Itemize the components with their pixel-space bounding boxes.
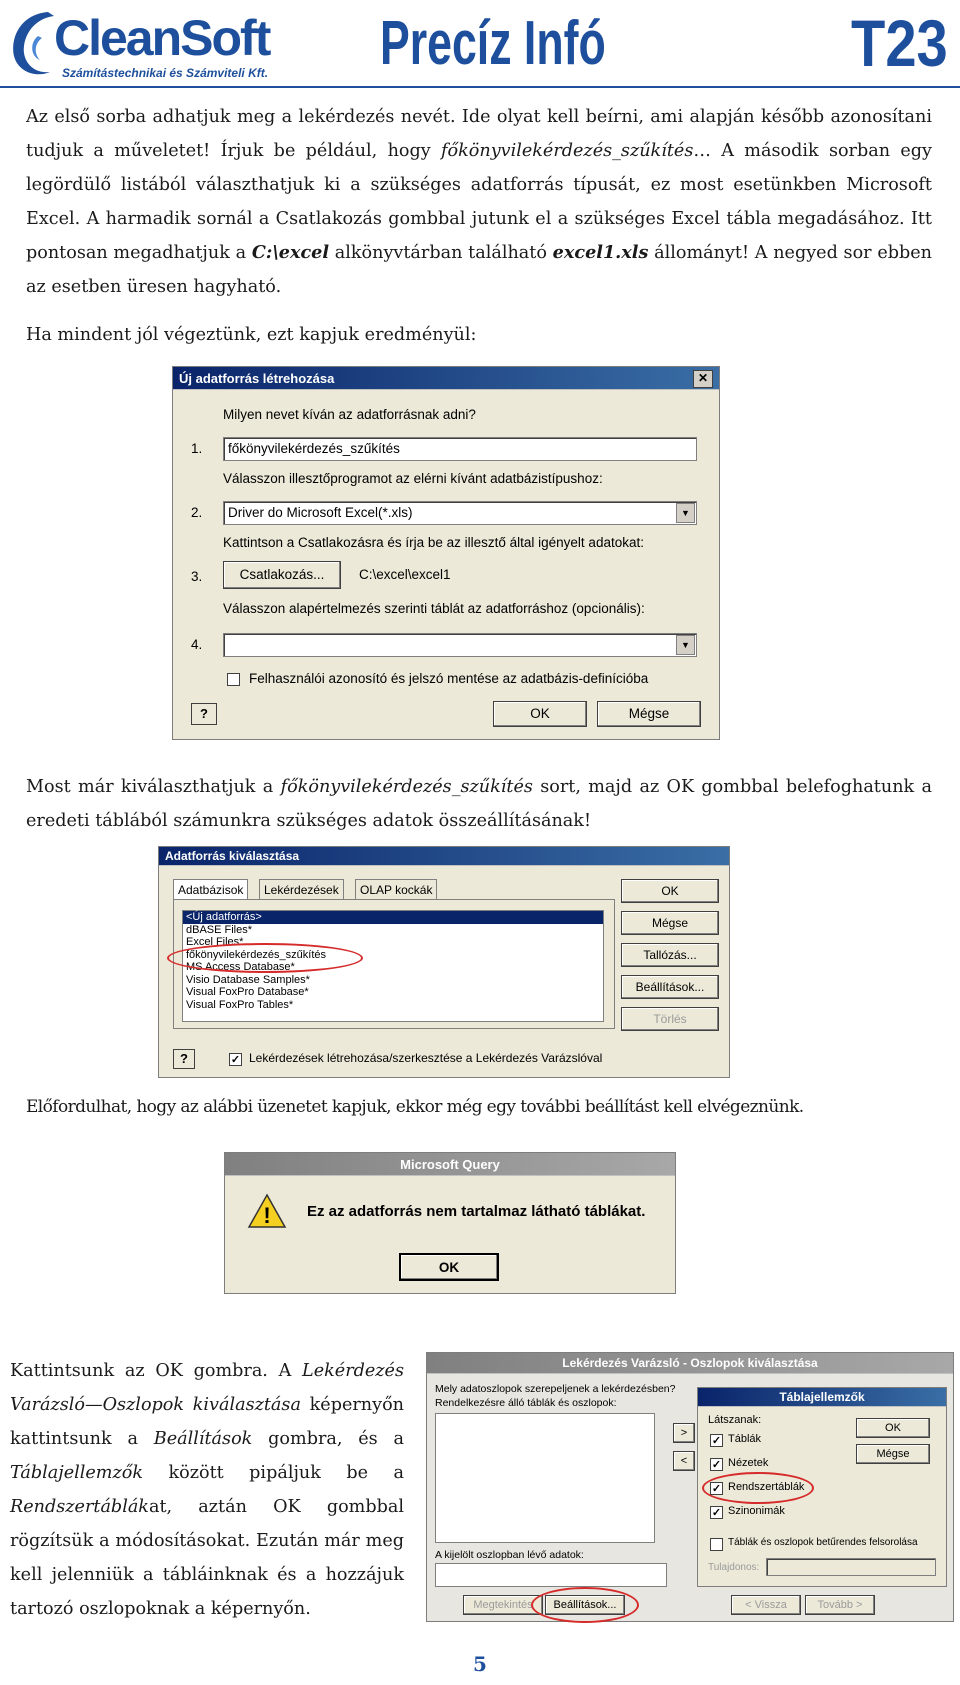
warning-icon xyxy=(247,1193,287,1229)
chevron-down-icon[interactable]: ▼ xyxy=(676,503,695,523)
list-item[interactable]: Excel Files* xyxy=(186,936,244,948)
connection-path: C:\excel\excel1 xyxy=(359,567,451,582)
dialog-titlebar: Új adatforrás létrehozása xyxy=(173,367,719,390)
delete-button[interactable]: Törlés xyxy=(621,1007,719,1031)
next-button[interactable]: Tovább > xyxy=(805,1595,875,1615)
header-code: T23 xyxy=(851,6,948,80)
driver-select-value: Driver do Microsoft Excel(*.xls) xyxy=(228,505,413,520)
p5-text-a: Kattintsunk az OK gombra. A xyxy=(10,1361,303,1381)
chevron-down-icon[interactable]: ▼ xyxy=(676,635,695,655)
help-icon[interactable]: ? xyxy=(173,1049,195,1069)
owner-select[interactable] xyxy=(766,1558,936,1576)
list-item[interactable]: <Új adatforrás> xyxy=(183,911,603,924)
question-driver: Válasszon illesztőprogramot az elérni kívánt adatbázistípushoz: xyxy=(223,471,603,486)
views-checkbox[interactable]: ✓ xyxy=(711,1459,722,1471)
available-columns-list[interactable] xyxy=(435,1413,655,1543)
cleansoft-logo xyxy=(8,4,278,84)
p1-filename: excel1.xls xyxy=(552,242,649,263)
synonyms-checkbox[interactable]: ✓ xyxy=(711,1507,722,1519)
connect-button[interactable]: Csatlakozás... xyxy=(223,561,341,589)
column-data-label: A kijelölt oszlopban lévő adatok: xyxy=(435,1549,584,1561)
dialog-titlebar: Adatforrás kiválasztása xyxy=(159,847,729,866)
browse-button[interactable]: Tallózás... xyxy=(621,943,719,967)
p1-text-a: Az első sorba adhatjuk meg a lekérdezés nevét. Ide olyat kell beírni, ami alapján később azonosítani tudjuk a műveletet! Írjuk be például, hogy xyxy=(26,107,932,161)
settings-button[interactable]: Beállítások... xyxy=(545,1595,625,1615)
question-name: Milyen nevet kíván az adatforrásnak adni? xyxy=(223,407,476,422)
highlight-ring xyxy=(702,1472,814,1504)
back-button[interactable]: < Vissza xyxy=(731,1595,801,1615)
list-item[interactable]: MS Access Database* xyxy=(186,961,295,973)
list-item[interactable]: Visual FoxPro Tables* xyxy=(186,998,294,1011)
properties-titlebar: Táblajellemzők xyxy=(698,1388,946,1407)
paragraph-4: Előfordulhat, hogy az alábbi üzenetet kapjuk, ekkor még egy további beállítást kell elvégeznünk. xyxy=(26,1097,804,1117)
ok-button[interactable]: OK xyxy=(621,879,719,903)
system-tables-label: Rendszertáblák xyxy=(728,1481,805,1493)
default-table-select[interactable] xyxy=(223,633,697,657)
wizard-question: Mely adatoszlopok szerepeljenek a lekérdezésben? xyxy=(435,1383,676,1395)
p1-query-name: főkönyvilekérdezés_szűkítés xyxy=(441,141,694,161)
p1-text-b: … A második sorban egy legördülő listából választhatjuk ki a szükséges adatforrás típusát, ez most esetünkben Microsoft Excel. A harmadik sornál a Csatlakozás gombbal jutunk el a szükséges Excel tábla megadásához. Itt pontosan megadhatjuk a xyxy=(26,141,932,263)
step-3-label: 3. xyxy=(191,569,203,584)
highlight-ring xyxy=(531,1587,639,1623)
p5-text-d: között pipáljuk be a xyxy=(142,1463,404,1483)
p5-settings: Beállítások xyxy=(153,1429,253,1449)
question-connect: Kattintson a Csatlakozásra és írja be az illesztő által igényelt adatokat: xyxy=(223,535,644,550)
table-properties-dialog xyxy=(697,1387,947,1587)
preview-button[interactable]: Megtekintés xyxy=(463,1595,543,1615)
new-datasource-dialog xyxy=(172,366,720,740)
message-text: Ez az adatforrás nem tartalmaz látható táblákat. xyxy=(307,1203,646,1220)
list-item[interactable]: dBASE Files* xyxy=(186,923,253,936)
save-credentials-label: Felhasználói azonosító és jelszó mentése az adatbázis-definícióba xyxy=(249,671,649,686)
p3-query-name: főkönyvilekérdezés_szűkítés xyxy=(280,777,533,797)
query-wizard-checkbox[interactable]: ✓ xyxy=(230,1054,241,1066)
views-label: Nézetek xyxy=(728,1457,769,1469)
select-datasource-dialog xyxy=(158,846,730,1078)
header-rule xyxy=(0,86,960,88)
system-tables-checkbox[interactable]: ✓ xyxy=(711,1483,722,1495)
list-item[interactable]: Visual FoxPro Database* xyxy=(186,986,309,998)
brand-name: CleanSoft xyxy=(54,10,270,66)
p5-text-e: at, aztán OK gombbal rögzítsük a módosításokat. Ezután már meg kell jelenniük a tábláinknak és a hozzájuk tartozó oszlopoknak a képernyőn. xyxy=(10,1497,404,1619)
save-credentials-checkbox[interactable] xyxy=(227,673,240,686)
remove-column-button[interactable]: < xyxy=(673,1451,695,1471)
cancel-button[interactable]: Mégse xyxy=(597,701,701,727)
p5-wizard-name: Lekérdezés Varázsló—Oszlopok kiválasztása xyxy=(10,1361,404,1415)
highlight-ring xyxy=(167,943,363,973)
datasource-name-input[interactable]: főkönyvilekérdezés_szűkítés xyxy=(223,437,697,461)
synonyms-label: Szinonimák xyxy=(728,1505,785,1517)
step-2-label: 2. xyxy=(191,505,203,520)
settings-button[interactable]: Beállítások... xyxy=(621,975,719,999)
p3-text-b: sort, majd az OK gombbal belefoghatunk a eredeti táblából számunkra szükséges adatok összeállításának! xyxy=(26,777,933,831)
p1-text-d: állományt! A negyed sor ebben az esetben üresen hagyható. xyxy=(26,243,933,297)
step-1-label: 1. xyxy=(191,441,203,456)
tables-label: Táblák xyxy=(728,1433,762,1445)
microsoft-query-dialog xyxy=(224,1152,676,1294)
tab-databases[interactable]: Adatbázisok xyxy=(173,879,248,900)
query-wizard-dialog xyxy=(426,1352,954,1622)
add-column-button[interactable]: > xyxy=(673,1423,695,1443)
p1-path: C:\excel xyxy=(251,242,330,263)
dialog-titlebar: Lekérdezés Varázsló - Oszlopok kiválasztása xyxy=(427,1353,953,1374)
paragraph-3 xyxy=(26,770,932,838)
p5-text-c: gombra, és a xyxy=(252,1429,404,1449)
p3-text-a: Most már kiválaszthatjuk a xyxy=(26,777,281,797)
ok-button[interactable]: OK xyxy=(399,1253,499,1281)
tab-strip xyxy=(173,879,599,899)
header-title: Precíz Infó xyxy=(380,9,606,78)
p5-text-b: képernyőn kattintsunk a xyxy=(10,1395,404,1449)
question-default-table: Válasszon alapértelmezés szerinti táblát az adatforráshoz (opcionális): xyxy=(223,601,645,616)
tab-olap[interactable]: OLAP kockák xyxy=(355,879,437,899)
svg-text:!: ! xyxy=(263,1203,271,1228)
list-item[interactable]: főkönyvilekérdezés_szűkítés xyxy=(186,948,327,961)
ok-button[interactable]: OK xyxy=(856,1418,930,1438)
page-header xyxy=(0,0,960,88)
p5-properties: Táblajellemzők xyxy=(10,1463,143,1483)
step-4-label: 4. xyxy=(191,637,203,652)
column-data-box[interactable] xyxy=(435,1563,667,1587)
cancel-button[interactable]: Mégse xyxy=(621,911,719,935)
driver-select[interactable] xyxy=(223,501,697,525)
alphabetical-label: Táblák és oszlopok betűrendes felsorolása xyxy=(728,1537,918,1548)
ok-button[interactable]: OK xyxy=(493,701,587,727)
tab-queries[interactable]: Lekérdezések xyxy=(259,879,344,899)
available-label: Rendelkezésre álló táblák és oszlopok: xyxy=(435,1397,617,1409)
paragraph-1 xyxy=(26,100,932,304)
owner-label: Tulajdonos: xyxy=(708,1562,760,1573)
page-number: 5 xyxy=(473,1652,487,1676)
paragraph-5 xyxy=(10,1354,404,1626)
cancel-button[interactable]: Mégse xyxy=(856,1444,930,1464)
dialog-titlebar: Microsoft Query xyxy=(225,1153,675,1176)
alphabetical-checkbox[interactable] xyxy=(710,1538,723,1551)
p5-systables: Rendszertáblák xyxy=(10,1497,149,1517)
paragraph-2: Ha mindent jól végeztünk, ezt kapjuk eredményül: xyxy=(26,325,477,345)
p1-text-c: alkönyvtárban található xyxy=(329,243,553,263)
tables-checkbox[interactable]: ✓ xyxy=(711,1435,722,1447)
show-label: Látszanak: xyxy=(708,1414,762,1426)
brand-tagline: Számítástechnikai és Számviteli Kft. xyxy=(62,66,269,80)
help-icon[interactable]: ? xyxy=(191,703,217,725)
close-icon[interactable]: ✕ xyxy=(693,370,713,388)
query-wizard-label: Lekérdezések létrehozása/szerkesztése a Lekérdezés Varázslóval xyxy=(249,1051,603,1065)
list-item[interactable]: Visio Database Samples* xyxy=(186,973,310,986)
